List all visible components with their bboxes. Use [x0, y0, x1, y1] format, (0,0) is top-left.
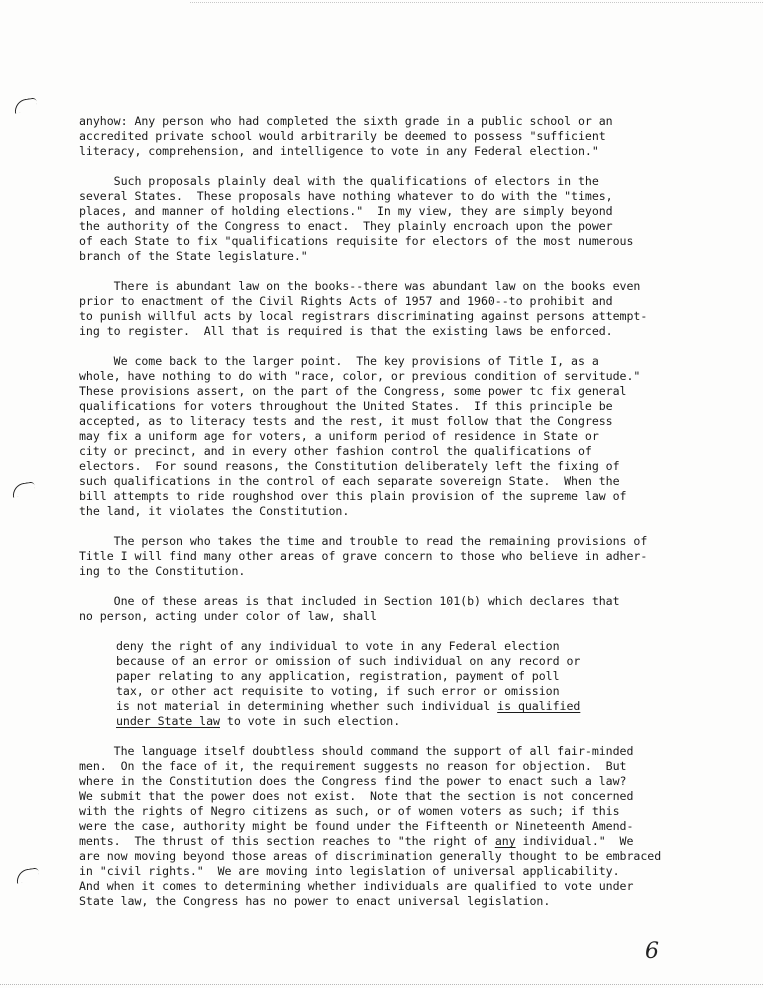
document-body	[79, 114, 719, 924]
paragraph: The person who takes the time and trouble to read the remaining provisions of Title I will find many other areas of grave concern to those who believe in adher- ing to the Constitution.	[79, 534, 648, 578]
bottom-edge-divider	[0, 984, 763, 985]
binder-hole-mark-icon	[11, 481, 36, 497]
quote-underlined-phrase: is qualified	[497, 699, 581, 713]
paragraph: anyhow: Any person who had completed the sixth grade in a public school or an accredited private school would arbitrarily be deemed to possess "sufficient literacy, comprehension, and intelligence to vote in any Federal election."	[79, 114, 613, 158]
page-number: 6	[645, 939, 659, 964]
top-edge-divider	[190, 2, 763, 3]
quote-text: deny the right of any individual to vote in any Federal election because of an error or omission of such individual on any record or paper relating to any application, registration, payment of poll tax, or other act requisite to voting, if such error or omission is not material in determining whether such individual	[116, 639, 581, 713]
quote-underlined-phrase: under State law	[116, 714, 220, 728]
paragraph: Such proposals plainly deal with the qualifications of electors in the several States. These proposals have nothing whatever to do with the "times, places, and manner of holding elections." In my view, they are simply beyond the authority of the Congress to enact. They plainly encroach upon the power of each State to fix "qualifications requisite for electors of the most numerous branch of the State legislature."	[79, 174, 634, 263]
block-quote	[116, 639, 719, 729]
paragraph: One of these areas is that included in Section 101(b) which declares that no person, acting under color of law, shall	[79, 594, 620, 623]
quote-tail: to vote in such election.	[219, 714, 401, 728]
paragraph	[79, 744, 719, 909]
paragraph: We come back to the larger point. The key provisions of Title I, as a whole, have nothing to do with "race, color, or previous condition of servitude." These provisions assert, on the part of the Congress, some power tc fix general qualifications for voters throughout the United States. If this principle be accepted, as to literacy tests and the rest, it must follow that the Congress may fix a uniform age for voters, a uniform period of residence in State or city or precinct, and in every other fashion control the qualifications of electors. For sound reasons, the Constitution deliberately left the fixing of such qualifications in the control of each separate sovereign State. When the bill attempts to ride roughshod over this plain provision of the supreme law of the land, it violates the Constitution.	[79, 354, 641, 518]
binder-hole-mark-icon	[15, 867, 40, 883]
paragraph: There is abundant law on the books--there was abundant law on the books even prior to enactment of the Civil Rights Acts of 1957 and 1960--to prohibit and to punish willful acts by local registrars discriminating against persons attempt- ing to register. All that is required is that the existing laws be enforced.	[79, 279, 648, 338]
final-paragraph-part-2: individual." We are now moving beyond those areas of discrimination generally thought to be embraced in "civil rights." We are moving into legislation of universal applicability. And when it comes to determining whether individuals are qualified to vote under State law, the Congress has no power to enact universal legislation.	[79, 834, 662, 908]
final-paragraph-underlined-word: any	[494, 834, 516, 848]
final-paragraph-part-1: The language itself doubtless should command the support of all fair-minded men. On the face of it, the requirement suggests no reason for objection. But where in the Constitution does the Congress find the power to enact such a law? We submit that the power does not exist. Note that the section is not concerned with the rights of Negro citizens as such, or of women voters as such; if this were the case, authority might be found under the Fifteenth or Nineteenth Amend- ments. The thrust of this section reaches to "the right of	[79, 744, 634, 848]
binder-hole-mark-icon	[13, 97, 38, 113]
